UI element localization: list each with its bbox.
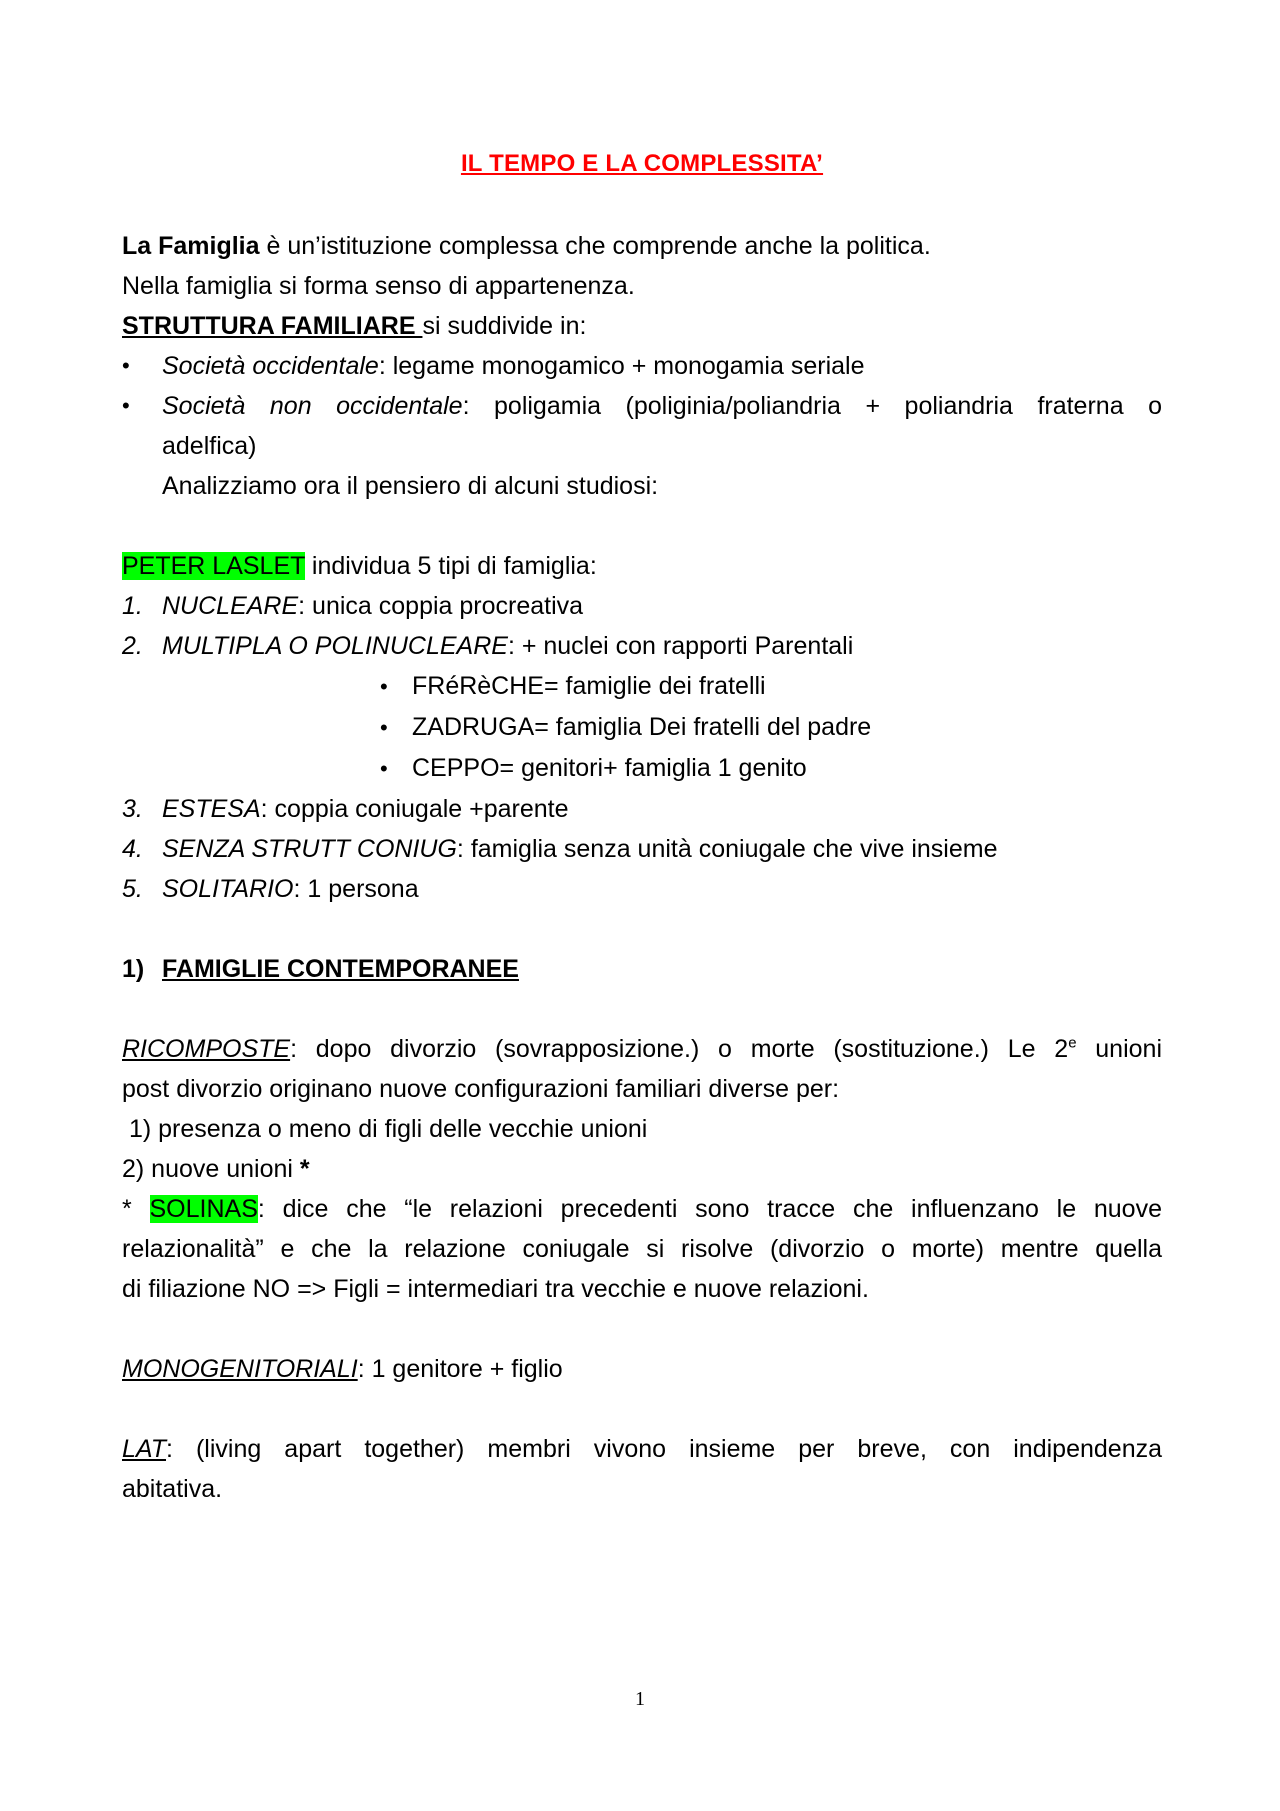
bullet-text: : legame monogamico + monogamia seriale bbox=[378, 352, 865, 380]
bullet-icon: • bbox=[122, 393, 130, 418]
ricomposte-label: RICOMPOSTE bbox=[122, 1035, 291, 1063]
list-label: MULTIPLA O POLINUCLEARE bbox=[162, 632, 508, 660]
list-label: SOLITARIO bbox=[162, 875, 294, 903]
ricomposte-line-4: 2) nuove unioni * bbox=[122, 1155, 310, 1183]
list-item bbox=[122, 626, 1162, 666]
list-item bbox=[122, 869, 1162, 909]
bullet-text: : poligamia (poliginia/poliandria + poliandria fraterna o bbox=[462, 392, 1162, 420]
list-text: : + nuclei con rapporti Parentali bbox=[507, 632, 854, 660]
lat-line-1: LAT: (living apart together) membri vivono insieme per breve, con indipendenza bbox=[122, 1435, 1162, 1463]
solinas-name: SOLINAS bbox=[149, 1195, 258, 1223]
list-label: SENZA STRUTT CONIUG bbox=[162, 835, 457, 863]
struttura-heading: STRUTTURA FAMILIARE bbox=[122, 312, 423, 340]
document-page bbox=[122, 150, 1162, 1509]
monogenitoriali-label: MONOGENITORIALI bbox=[122, 1355, 358, 1383]
list-text: : famiglia senza unità coniugale che vive insieme bbox=[456, 835, 998, 863]
sub-list-item bbox=[122, 748, 1162, 789]
bullet-label: Società non occidentale bbox=[162, 392, 463, 420]
list-item bbox=[122, 789, 1162, 829]
studiosi-intro: Analizziamo ora il pensiero di alcuni studiosi: bbox=[162, 472, 659, 500]
sub-list-text: ZADRUGA= famiglia Dei fratelli del padre bbox=[412, 713, 872, 741]
lat-line-2: abitativa. bbox=[122, 1475, 223, 1503]
bullet-label: Società occidentale bbox=[162, 352, 379, 380]
asterisk-mark: * bbox=[299, 1155, 310, 1183]
sub-list-text: CEPPO= genitori+ famiglia 1 genito bbox=[412, 754, 807, 782]
list-label: ESTESA bbox=[162, 795, 261, 823]
bullet-continuation: adelfica) bbox=[162, 432, 257, 460]
section-title: FAMIGLIE CONTEMPORANEE bbox=[162, 955, 519, 983]
struttura-text: si suddivide in: bbox=[422, 312, 587, 340]
sub-list-text: FRéRèCHE= famiglie dei fratelli bbox=[412, 672, 766, 700]
section-heading bbox=[122, 949, 1162, 989]
ordinal-superscript: e bbox=[1068, 1034, 1077, 1052]
list-number: 2. bbox=[122, 632, 143, 660]
solinas-line-3: di filiazione NO => Figli = intermediari tra vecchie e nuove relazioni. bbox=[122, 1275, 869, 1303]
solinas-line-2: relazionalità” e che la relazione coniugale si risolve (divorzio o morte) mentre quella bbox=[122, 1235, 1162, 1263]
bullet-item bbox=[122, 386, 1162, 466]
page-title: IL TEMPO E LA COMPLESSITA’ bbox=[460, 150, 824, 177]
monogenitoriali-line: MONOGENITORIALI: 1 genitore + figlio bbox=[122, 1355, 563, 1383]
bullet-icon: • bbox=[380, 674, 388, 699]
sub-list-item bbox=[122, 707, 1162, 748]
list-item bbox=[122, 829, 1162, 869]
ricomposte-line-1: RICOMPOSTE: dopo divorzio (sovrapposizione.) o morte (sostituzione.) Le 2e unioni bbox=[122, 1034, 1163, 1063]
ricomposte-line-3: 1) presenza o meno di figli delle vecchie unioni bbox=[122, 1115, 648, 1143]
intro-line-2: Nella famiglia si forma senso di appartenenza. bbox=[122, 272, 635, 300]
section-number: 1) bbox=[122, 955, 145, 983]
bullet-icon: • bbox=[380, 756, 388, 781]
list-text: : unica coppia procreativa bbox=[298, 592, 584, 620]
list-number: 3. bbox=[122, 795, 143, 823]
famiglia-term: La Famiglia bbox=[122, 232, 260, 260]
lat-label: LAT bbox=[122, 1435, 166, 1463]
bullet-icon: • bbox=[122, 353, 130, 378]
solinas-line-1: * SOLINAS: dice che “le relazioni precedenti sono tracce che influenzano le nuove bbox=[122, 1195, 1162, 1223]
list-text: : 1 persona bbox=[293, 875, 419, 903]
bullet-icon: • bbox=[380, 715, 388, 740]
list-number: 4. bbox=[122, 835, 143, 863]
list-number: 5. bbox=[122, 875, 143, 903]
struttura-line bbox=[122, 306, 1162, 346]
intro-line-1 bbox=[122, 226, 1162, 266]
bullet-item bbox=[122, 346, 1162, 386]
ricomposte-line-2: post divorzio originano nuove configurazioni familiari diverse per: bbox=[122, 1075, 840, 1103]
list-item bbox=[122, 586, 1162, 626]
intro-line-1-text: è un’istituzione complessa che comprende anche la politica. bbox=[259, 232, 931, 260]
laslet-text: individua 5 tipi di famiglia: bbox=[304, 552, 597, 580]
list-label: NUCLEARE bbox=[162, 592, 299, 620]
list-text: : coppia coniugale +parente bbox=[260, 795, 569, 823]
sub-list-item bbox=[122, 666, 1162, 707]
laslet-line bbox=[122, 546, 1162, 586]
page-number: 1 bbox=[635, 1688, 645, 1710]
list-number: 1. bbox=[122, 592, 143, 620]
laslet-name: PETER LASLET bbox=[122, 552, 305, 580]
